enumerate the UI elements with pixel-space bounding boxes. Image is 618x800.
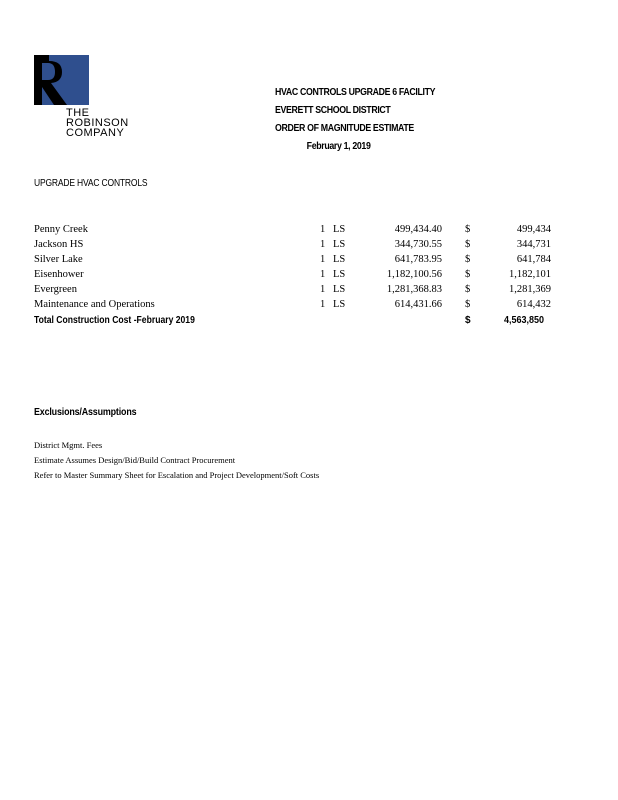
header-estimate-type: ORDER OF MAGNITUDE ESTIMATE	[275, 123, 414, 134]
section-title: UPGRADE HVAC CONTROLS	[34, 178, 148, 189]
row-unit: LS	[333, 254, 346, 265]
table-row	[34, 237, 554, 252]
exclusion-item: Estimate Assumes Design/Bid/Build Contract Procurement	[34, 455, 236, 465]
row-qty: 1	[320, 224, 326, 235]
row-name: Jackson HS	[34, 239, 84, 250]
exclusion-item: District Mgmt. Fees	[34, 440, 103, 450]
row-unit: LS	[333, 299, 346, 310]
row-rate: 344,730.55	[394, 239, 442, 250]
row-rate: 1,182,100.56	[386, 269, 442, 280]
row-name: Silver Lake	[34, 254, 83, 265]
row-amount: 499,434	[516, 224, 551, 235]
row-rate: 614,431.66	[394, 299, 442, 310]
row-rate: 499,434.40	[394, 224, 442, 235]
table-row	[34, 252, 554, 267]
total-currency: $	[465, 315, 471, 326]
row-amount: 641,784	[516, 254, 551, 265]
row-unit: LS	[333, 284, 346, 295]
row-qty: 1	[320, 269, 326, 280]
row-currency: $	[465, 224, 471, 235]
row-amount: 614,432	[516, 299, 551, 310]
header-title: HVAC CONTROLS UPGRADE 6 FACILITY	[275, 87, 436, 98]
logo-line-3: COMPANY	[66, 127, 125, 139]
header-date: February 1, 2019	[306, 141, 371, 152]
row-amount: 1,182,101	[509, 269, 551, 280]
row-amount: 344,731	[516, 239, 551, 250]
row-name: Maintenance and Operations	[34, 299, 155, 310]
row-currency: $	[465, 254, 471, 265]
table-row	[34, 297, 554, 312]
row-qty: 1	[320, 239, 326, 250]
header-district: EVERETT SCHOOL DISTRICT	[275, 105, 391, 116]
total-amount: 4,563,850	[504, 315, 545, 326]
row-qty: 1	[320, 284, 326, 295]
row-qty: 1	[320, 254, 326, 265]
row-rate: 641,783.95	[394, 254, 442, 265]
exclusions-list	[34, 438, 319, 483]
table-row	[34, 282, 554, 297]
row-currency: $	[465, 284, 471, 295]
exclusions-title: Exclusions/Assumptions	[34, 406, 137, 418]
row-rate: 1,281,368.83	[386, 284, 442, 295]
total-label: Total Construction Cost -February 2019	[34, 315, 195, 326]
exclusion-item: Refer to Master Summary Sheet for Escalation and Project Development/Soft Costs	[34, 470, 320, 480]
row-unit: LS	[333, 224, 346, 235]
row-name: Penny Creek	[34, 224, 88, 235]
robinson-company-logo-icon	[34, 55, 89, 105]
logo-text	[66, 108, 129, 138]
row-name: Evergreen	[34, 284, 77, 295]
logo-line-1: THE	[66, 107, 90, 119]
row-unit: LS	[333, 269, 346, 280]
row-qty: 1	[320, 299, 326, 310]
table-row	[34, 222, 554, 237]
document-header	[275, 84, 435, 156]
row-amount: 1,281,369	[509, 284, 551, 295]
row-name: Eisenhower	[34, 269, 84, 280]
total-row	[34, 313, 554, 328]
row-currency: $	[465, 299, 471, 310]
table-row	[34, 267, 554, 282]
row-currency: $	[465, 239, 471, 250]
row-currency: $	[465, 269, 471, 280]
logo-line-2: ROBINSON	[66, 117, 129, 129]
row-unit: LS	[333, 239, 346, 250]
